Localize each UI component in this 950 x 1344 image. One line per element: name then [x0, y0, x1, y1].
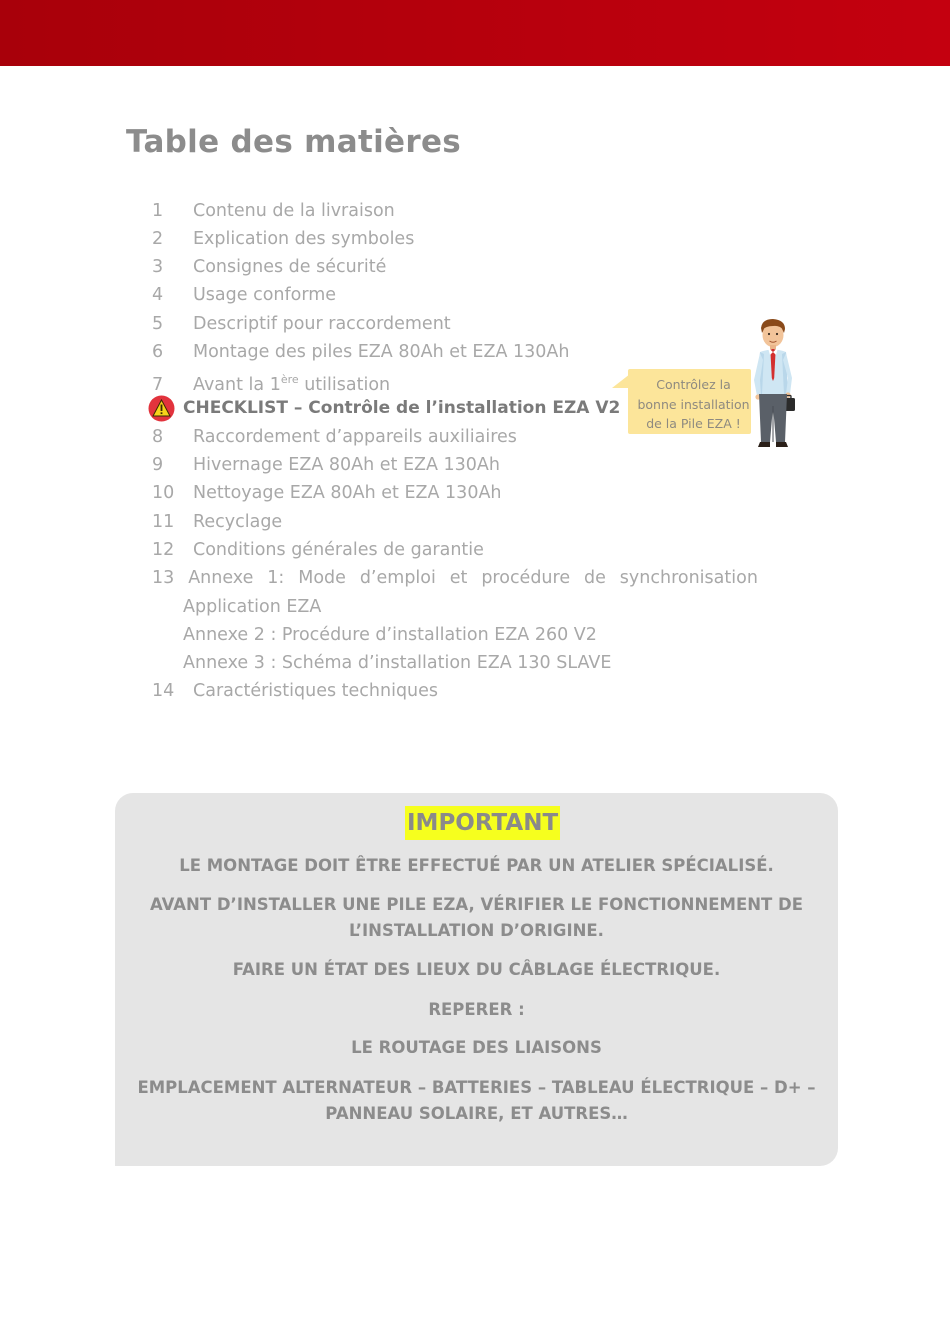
warning-icon	[147, 395, 176, 422]
toc-item-number: 7	[152, 375, 164, 395]
notice-line: AVANT D’INSTALLER UNE PILE EZA, VÉRIFIER LE FONCTIONNEMENT DE	[149, 895, 803, 914]
toc-item-number: 6	[152, 342, 164, 362]
toc-item-annex-3[interactable]: Annexe 3 : Schéma d’installation EZA 130 SLAVE	[183, 653, 612, 673]
toc-item-label: Caractéristiques techniques	[193, 681, 439, 701]
toc-item-label: Raccordement d’appareils auxiliaires	[193, 427, 517, 447]
toc-item-label: Usage conforme	[193, 285, 337, 305]
toc-item[interactable]	[152, 225, 414, 253]
toc-item-label: Descriptif pour raccordement	[193, 314, 451, 334]
notice-line: FAIRE UN ÉTAT DES LIEUX DU CÂBLAGE ÉLECTRIQUE.	[232, 960, 721, 979]
toc-item-label: Contenu de la livraison	[193, 201, 395, 221]
toc-item[interactable]	[152, 281, 336, 309]
toc-item-label: Consignes de sécurité	[193, 257, 387, 277]
toc-word: synchronisation	[619, 568, 758, 588]
toc-word: Annexe	[188, 568, 254, 588]
toc-item[interactable]	[152, 253, 386, 281]
toc-item[interactable]	[152, 366, 390, 394]
toc-item-number: 5	[152, 314, 164, 334]
toc-item-label: Explication des symboles	[193, 229, 415, 249]
toc-item[interactable]	[152, 310, 451, 338]
toc-item[interactable]	[152, 338, 569, 366]
toc-item-label: Recyclage	[193, 512, 283, 532]
toc-item-label: Nettoyage EZA 80Ah et EZA 130Ah	[193, 483, 502, 503]
toc-item-number: 11	[152, 512, 175, 532]
toc-item-annex-1[interactable]	[152, 564, 758, 592]
notice-line: EMPLACEMENT ALTERNATEUR – BATTERIES – TABLEAU ÉLECTRIQUE – D+ –	[137, 1078, 816, 1097]
toc-word: de	[584, 568, 606, 588]
toc-item-annex-1-continued[interactable]: Application EZA	[183, 597, 322, 617]
toc-word: d’emploi	[359, 568, 436, 588]
toc-item-number: 3	[152, 257, 164, 277]
toc-item[interactable]	[152, 508, 282, 536]
toc-item-number: 2	[152, 229, 164, 249]
toc-word: Mode	[298, 568, 346, 588]
toc-item[interactable]	[152, 479, 502, 507]
toc-item-label: Avant la 1ère utilisation	[193, 373, 391, 395]
toc-item-number: 10	[152, 483, 175, 503]
toc-item-number: 14	[152, 681, 175, 701]
header-bar	[0, 0, 950, 66]
toc-item-label: Conditions générales de garantie	[193, 540, 484, 560]
toc-item[interactable]	[152, 451, 500, 479]
toc-item-number: 8	[152, 427, 164, 447]
toc-item[interactable]	[152, 197, 395, 225]
notice-line: REPERER :	[428, 1000, 525, 1019]
toc-item[interactable]	[152, 423, 517, 451]
toc-word: 1:	[267, 568, 285, 588]
toc-item[interactable]	[152, 536, 484, 564]
toc-item-label: Hivernage EZA 80Ah et EZA 130Ah	[193, 455, 500, 475]
toc-item-checklist[interactable]: CHECKLIST – Contrôle de l’installation EZA V2	[183, 398, 621, 418]
notice-line: L’INSTALLATION D’ORIGINE.	[349, 921, 604, 940]
toc-word: et	[449, 568, 468, 588]
toc-item-annex-2[interactable]: Annexe 2 : Procédure d’installation EZA 260 V2	[183, 625, 597, 645]
important-title: IMPORTANT	[405, 806, 560, 840]
toc-item-number: 12	[152, 540, 175, 560]
notice-line: PANNEAU SOLAIRE, ET AUTRES…	[325, 1104, 628, 1123]
notice-line: LE MONTAGE DOIT ÊTRE EFFECTUÉ PAR UN ATELIER SPÉCIALISÉ.	[179, 856, 774, 875]
toc-item-number: 1	[152, 201, 164, 221]
toc-item-number: 9	[152, 455, 164, 475]
toc-word: procédure	[481, 568, 571, 588]
toc-item-number: 4	[152, 285, 164, 305]
toc-word: 13	[152, 568, 175, 588]
toc-item-label: Montage des piles EZA 80Ah et EZA 130Ah	[193, 342, 570, 362]
notice-line: LE ROUTAGE DES LIAISONS	[351, 1038, 602, 1057]
speech-bubble-text: Contrôlez la bonne installation de la Pile EZA !	[637, 377, 750, 431]
businessman-illustration	[748, 318, 798, 448]
toc-item[interactable]	[152, 677, 438, 705]
page-title: Table des matières	[126, 124, 462, 160]
